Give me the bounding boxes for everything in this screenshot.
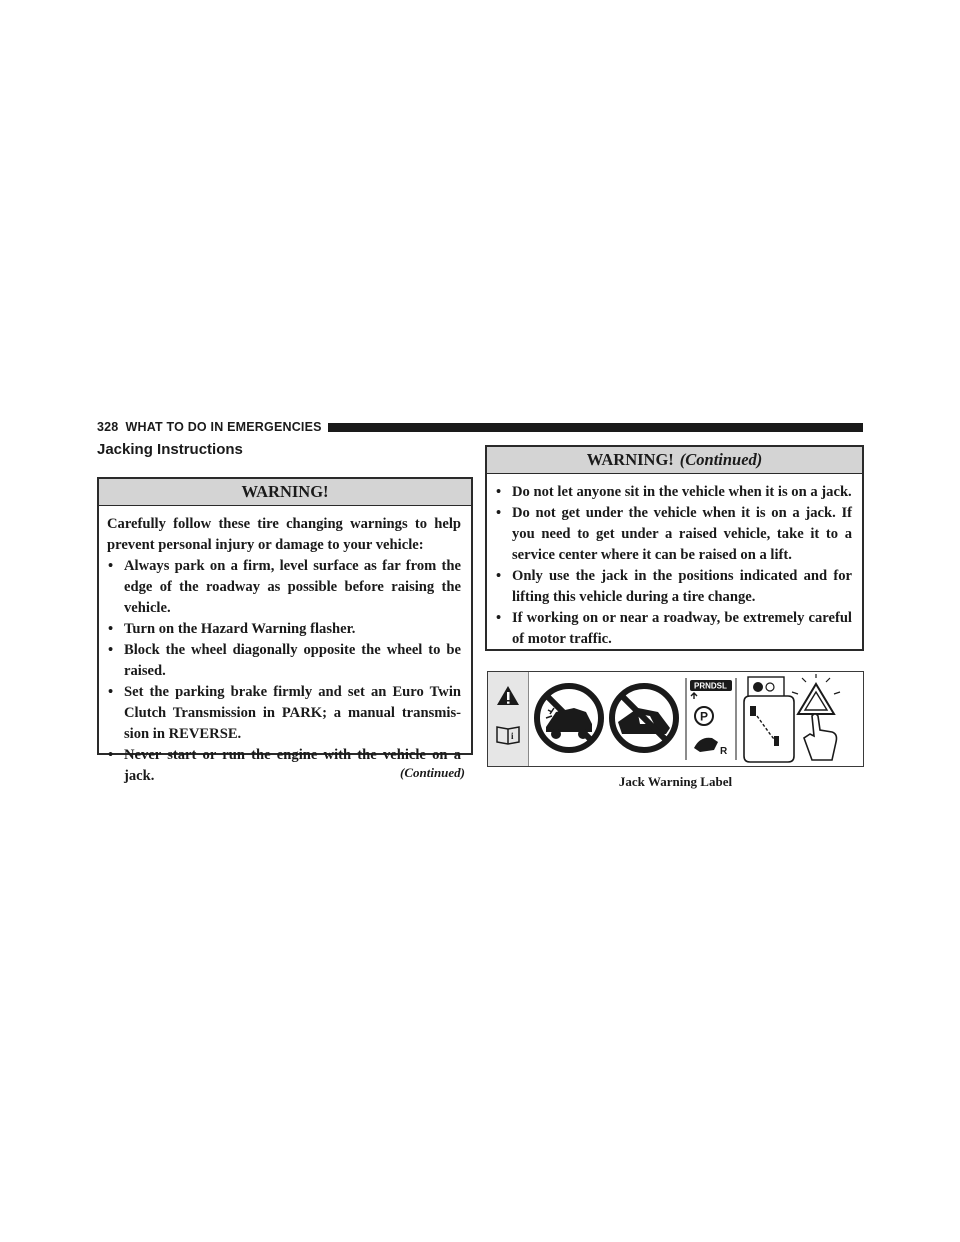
gear-text: PRNDSL bbox=[694, 681, 727, 691]
warning-title bbox=[99, 479, 471, 506]
manual-book-icon bbox=[497, 727, 519, 744]
list-item-text: Turn on the Hazard Warning flasher. bbox=[124, 621, 356, 637]
warning-title-text: WARNING! bbox=[241, 482, 329, 501]
list-item bbox=[495, 566, 852, 608]
reverse-symbol: R bbox=[720, 746, 728, 757]
header-rule bbox=[328, 423, 863, 432]
list-item bbox=[495, 482, 852, 503]
warning-title bbox=[487, 447, 862, 474]
list-item-text: Never start or run the engine with the vehicle on a jack. bbox=[124, 747, 461, 784]
bullet-icon: • bbox=[496, 505, 502, 521]
park-symbol: P bbox=[700, 709, 709, 724]
list-item bbox=[107, 640, 461, 682]
list-item bbox=[107, 556, 461, 619]
jack-warning-label bbox=[487, 671, 864, 767]
bullet-icon: • bbox=[496, 568, 502, 584]
bullet-icon: • bbox=[108, 642, 114, 658]
no-sitting-in-car-icon bbox=[612, 686, 676, 750]
list-item-text: Always park on a firm, level surface as far from the edge of the roadway as possible before raising the vehicle. bbox=[124, 558, 461, 616]
page-number: 328 bbox=[97, 420, 119, 434]
warning-body bbox=[487, 474, 862, 658]
list-item bbox=[107, 682, 461, 745]
gear-park-icon bbox=[686, 678, 732, 760]
continued-note: (Continued) bbox=[399, 765, 465, 780]
list-item-text: Do not get under the vehicle when it is on a jack. If you need to get under a raised vehicle, take it to a service center where it can be raised on a lift. bbox=[512, 505, 852, 563]
bullet-icon: • bbox=[108, 747, 114, 763]
no-person-under-car-icon bbox=[537, 686, 601, 750]
bullet-icon: • bbox=[496, 484, 502, 500]
warning-intro: Carefully follow these tire changing warnings to help prevent personal injury or damage to your vehicle: bbox=[107, 516, 461, 553]
list-item bbox=[495, 503, 852, 566]
bullet-icon: • bbox=[496, 610, 502, 626]
jack-label-graphic bbox=[488, 672, 863, 765]
label-caption: Jack Warning Label bbox=[618, 774, 733, 789]
list-item-text: Set the parking brake firmly and set an Euro Twin Clutch Transmission in PARK; a manual transmis-sion in REVERSE. bbox=[124, 684, 461, 742]
warning-continued: (Continued) bbox=[679, 450, 763, 469]
warning-box-right bbox=[485, 445, 864, 651]
bullet-icon: • bbox=[108, 558, 114, 574]
warning-title-text: WARNING! bbox=[586, 450, 674, 469]
jack-position-icon bbox=[736, 677, 794, 762]
bullet-icon: • bbox=[108, 621, 114, 637]
section-header: WHAT TO DO IN EMERGENCIES bbox=[125, 420, 322, 434]
bullet-icon: • bbox=[108, 684, 114, 700]
warning-list bbox=[495, 482, 852, 650]
warning-list bbox=[107, 556, 461, 787]
list-item bbox=[107, 619, 461, 640]
warning-body bbox=[99, 506, 471, 795]
list-item bbox=[495, 608, 852, 650]
list-item-text: Only use the jack in the positions indicated and for lifting this vehicle during a tire change. bbox=[512, 568, 852, 605]
svg-text:i: i bbox=[511, 731, 514, 741]
page-header bbox=[97, 419, 863, 435]
warning-triangle-icon bbox=[497, 686, 519, 705]
section-title: Jacking Instructions bbox=[97, 441, 243, 458]
hazard-button-icon bbox=[792, 674, 840, 760]
list-item-text: Block the wheel diagonally opposite the wheel to be raised. bbox=[124, 642, 461, 679]
list-item-text: If working on or near a roadway, be extremely careful of motor traffic. bbox=[512, 610, 852, 647]
list-item-text: Do not let anyone sit in the vehicle when it is on a jack. bbox=[512, 484, 852, 500]
